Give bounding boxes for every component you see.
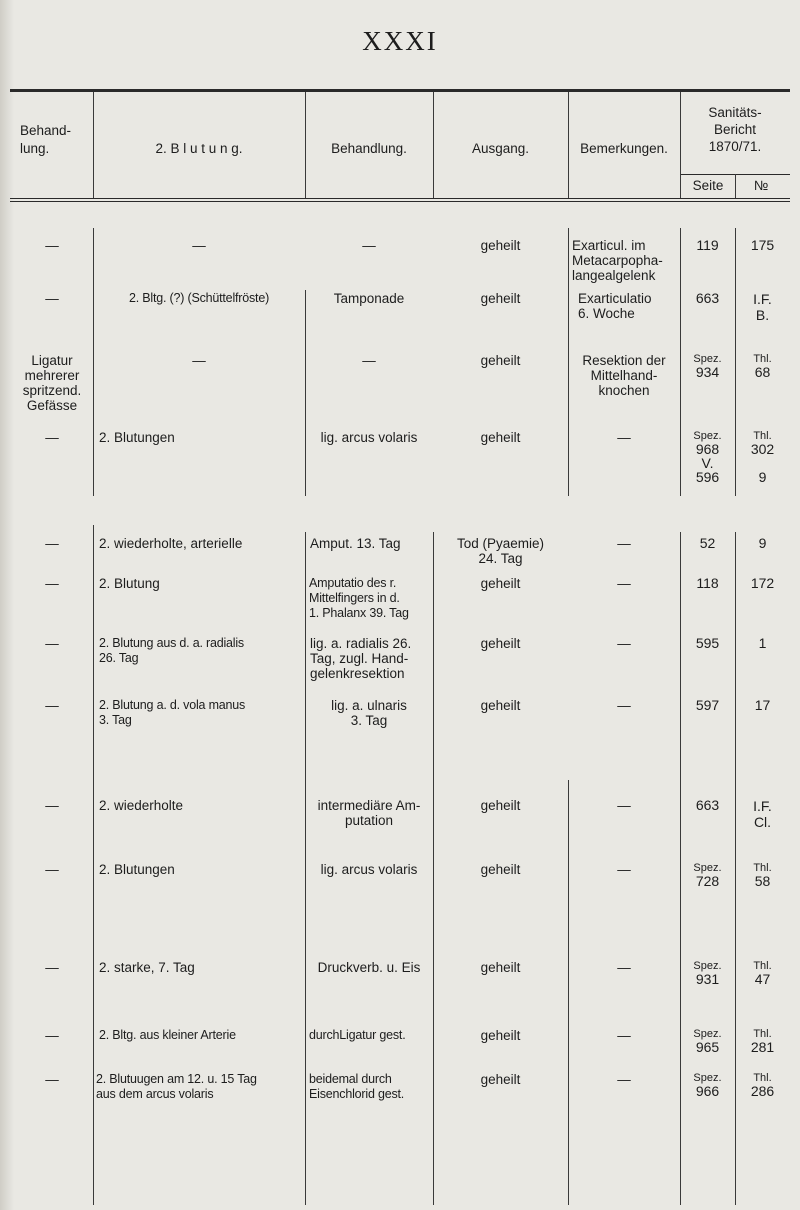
row-3-no: Thl. 68	[753, 353, 772, 380]
row-7-seite: 595	[695, 635, 720, 651]
col-rule-1b	[93, 525, 94, 1205]
row-12-blutung: 2. Bltg. aus kleiner Arterie	[99, 1028, 236, 1042]
row-5-bemerkungen: —	[617, 536, 631, 551]
row-3-behandlung: —	[362, 353, 376, 368]
row-11-seite: Spez. 931	[693, 960, 722, 987]
row-4-seite: Spez. 968 V. 596	[693, 430, 722, 485]
row-6-no: 172	[750, 575, 775, 591]
row-1-ausgang: geheilt	[480, 238, 521, 253]
row-2-no: I.F. B.	[753, 291, 772, 323]
page-number: XXXI	[362, 26, 438, 56]
header-top-rule	[10, 89, 790, 92]
row-2-bemerkungen: Exarticulatio 6. Woche	[578, 291, 652, 321]
row-10-bemerkungen: —	[617, 862, 631, 877]
row-11-no: Thl. 47	[753, 960, 772, 987]
row-1-bemerkungen: Exarticul. im Metacarpopha- langealgelenk	[572, 238, 663, 283]
row-5-no: 9	[758, 535, 767, 551]
row-5-seite: 52	[699, 535, 716, 551]
row-9-ausgang: geheilt	[480, 798, 521, 813]
row-6-seite: 118	[696, 575, 719, 591]
header-no: №	[753, 178, 769, 193]
row-12-behandlung: durchLigatur gest.	[309, 1028, 406, 1042]
row-12-ausgang: geheilt	[480, 1028, 521, 1043]
row-7-blutung: 2. Blutung aus d. a. radialis 26. Tag	[99, 636, 244, 665]
header-sanitaets-bericht: Sanitäts- Bericht 1870/71.	[708, 105, 762, 154]
row-9-bemerkungen: —	[617, 798, 631, 813]
row-9-behandlung-nr: —	[45, 798, 59, 813]
row-6-ausgang: geheilt	[480, 576, 521, 591]
row-1-blutung: —	[192, 238, 206, 253]
row-6-blutung: 2. Blutung	[99, 576, 160, 591]
row-11-blutung: 2. starke, 7. Tag	[99, 960, 195, 975]
row-5-ausgang: Tod (Pyaemie) 24. Tag	[456, 536, 545, 566]
row-9-behandlung: intermediäre Am- putation	[317, 798, 421, 828]
header-seite: Seite	[692, 178, 724, 193]
row-13-blutung: 2. Blutuugen am 12. u. 15 Tag aus dem arcus volaris	[96, 1072, 257, 1101]
row-3-blutung: —	[192, 353, 206, 368]
row-8-behandlung-nr: —	[45, 698, 59, 713]
row-2-behandlung-nr: —	[45, 291, 59, 306]
row-10-ausgang: geheilt	[480, 862, 521, 877]
row-1-behandlung: —	[362, 238, 376, 253]
row-7-ausgang: geheilt	[480, 636, 521, 651]
row-7-behandlung: lig. a. radialis 26. Tag, zugl. Hand- gelenkresektion	[310, 636, 412, 681]
row-2-seite: 663	[695, 290, 720, 306]
header-bemerkungen: Bemerkungen.	[580, 141, 668, 156]
row-5-behandlung-nr: —	[45, 536, 59, 551]
row-13-ausgang: geheilt	[480, 1072, 521, 1087]
row-11-behandlung-nr: —	[45, 960, 59, 975]
row-4-behandlung-nr: —	[45, 430, 59, 445]
row-13-behandlung: beidemal durch Eisenchlorid gest.	[309, 1072, 405, 1101]
row-2-behandlung: Tamponade	[333, 291, 405, 306]
row-12-seite: Spez. 965	[693, 1028, 722, 1055]
row-9-blutung: 2. wiederholte	[99, 798, 184, 813]
row-2-ausgang: geheilt	[480, 291, 521, 306]
row-3-ausgang: geheilt	[480, 353, 521, 368]
row-2-blutung: 2. Bltg. (?) (Schüttelfröste)	[128, 291, 270, 305]
header-behandlung: Behandlung.	[331, 141, 407, 156]
row-3-bemerkungen: Resektion der Mittelhand- knochen	[582, 353, 666, 398]
row-4-bemerkungen: —	[617, 430, 631, 445]
row-4-no: Thl. 302 9	[750, 430, 775, 485]
row-10-behandlung-nr: —	[45, 862, 59, 877]
row-12-no: Thl. 281	[750, 1028, 775, 1055]
row-8-seite: 597	[695, 697, 720, 713]
row-10-seite: Spez. 728	[693, 862, 722, 889]
row-6-bemerkungen: —	[617, 576, 631, 591]
header-blutung: 2. B l u t u n g.	[155, 141, 243, 156]
row-1-no: 175	[750, 237, 775, 253]
row-1-behandlung-nr: —	[45, 238, 59, 253]
row-4-blutung: 2. Blutungen	[99, 430, 175, 445]
row-4-behandlung: lig. arcus volaris	[320, 430, 418, 445]
row-3-seite: Spez. 934	[693, 353, 722, 380]
row-13-behandlung-nr: —	[45, 1072, 59, 1087]
row-8-no: 17	[754, 697, 771, 713]
row-13-seite: Spez. 966	[693, 1072, 722, 1099]
row-8-ausgang: geheilt	[480, 698, 521, 713]
header-ausgang: Ausgang.	[471, 141, 530, 156]
row-8-bemerkungen: —	[617, 698, 631, 713]
row-8-blutung: 2. Blutung a. d. vola manus 3. Tag	[99, 698, 246, 727]
row-7-behandlung-nr: —	[45, 636, 59, 651]
row-13-bemerkungen: —	[617, 1072, 631, 1087]
header-bottom-rule-2	[10, 201, 790, 202]
row-6-behandlung-nr: —	[45, 576, 59, 591]
row-1-seite: 119	[696, 237, 719, 253]
row-5-behandlung: Amput. 13. Tag	[310, 536, 401, 551]
row-11-behandlung: Druckverb. u. Eis	[317, 960, 421, 975]
row-11-bemerkungen: —	[617, 960, 631, 975]
row-12-behandlung-nr: —	[45, 1028, 59, 1043]
col-rule-4b	[568, 780, 569, 1205]
row-4-ausgang: geheilt	[480, 430, 521, 445]
row-7-bemerkungen: —	[617, 636, 631, 651]
header-bottom-rule	[10, 198, 790, 199]
row-13-no: Thl. 286	[750, 1072, 775, 1099]
row-10-behandlung: lig. arcus volaris	[320, 862, 418, 877]
row-9-seite: 663	[695, 797, 720, 813]
row-10-no: Thl. 58	[753, 862, 772, 889]
header-behandlung-nr: Behand- lung.	[20, 123, 72, 156]
row-10-blutung: 2. Blutungen	[99, 862, 175, 877]
row-9-no: I.F. Cl.	[753, 798, 772, 830]
row-11-ausgang: geheilt	[480, 960, 521, 975]
row-6-behandlung: Amputatio des r. Mittelfingers in d. 1. Phalanx 39. Tag	[309, 576, 409, 620]
row-5-blutung: 2. wiederholte, arterielle	[99, 536, 243, 551]
col-rule-2a	[305, 290, 306, 496]
row-3-behandlung-nr: Ligatur mehrerer spritzend. Gefässe	[22, 353, 82, 413]
row-12-bemerkungen: —	[617, 1028, 631, 1043]
row-8-behandlung: lig. a. ulnaris 3. Tag	[331, 698, 407, 728]
row-7-no: 1	[758, 635, 767, 651]
